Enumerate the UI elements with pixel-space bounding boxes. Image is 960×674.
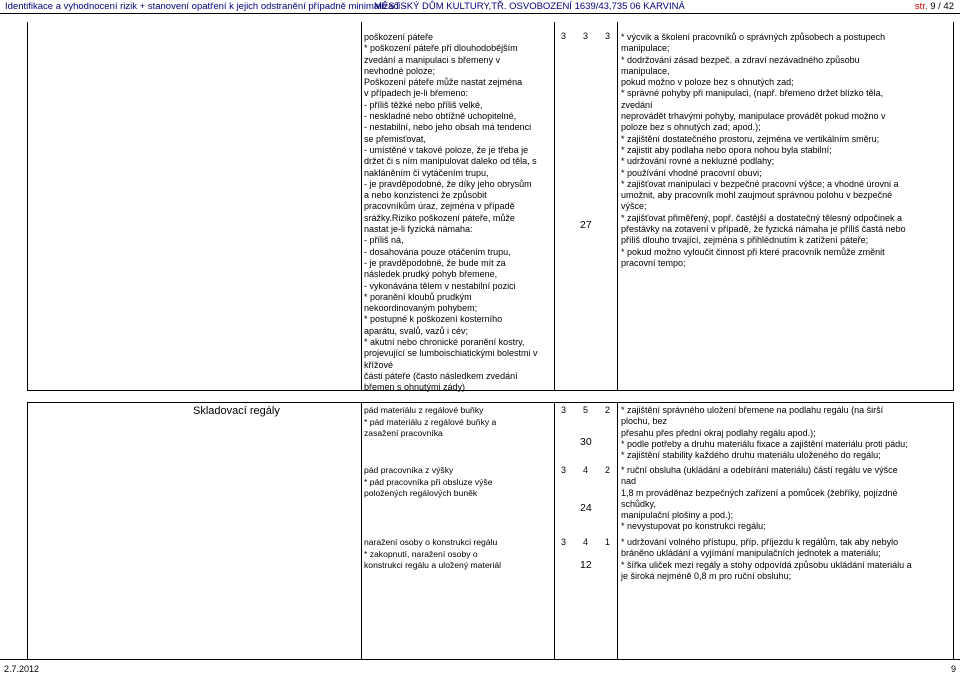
text-line: * zajišťovat manipulaci v bezpečné pracovní výšce; a vhodné úrovni a: [621, 178, 899, 189]
grid-line: [953, 22, 954, 390]
detection-score: 2: [605, 465, 611, 475]
grid-line: [361, 402, 362, 659]
text-line: zasažení pracovníka: [364, 428, 443, 438]
header-divider: [0, 13, 960, 14]
text-line: - umístěné v takové poloze, že je třeba je: [364, 144, 529, 155]
grid-line: [617, 402, 618, 659]
text-line: zvedání: [621, 99, 653, 110]
text-line: pracovní tempo;: [621, 257, 686, 268]
text-line: aparátu, svalů, vazů i cév;: [364, 325, 469, 336]
text-line: - je pravděpodobné, že bude mít za: [364, 257, 506, 268]
text-line: položených regálových buněk: [364, 488, 478, 498]
text-line: břemen s ohnutými zády): [364, 382, 466, 393]
text-line: - příliš těžké nebo příliš velké,: [364, 99, 483, 110]
text-line: neprovádět trhavými pohyby, manipulace provádět pokud možno v: [621, 111, 886, 122]
footer-divider: [0, 659, 960, 660]
text-line: * nevystupovat po konstrukci regálu;: [621, 521, 766, 532]
text-line: přesahu přes přední okraj podlahy regálu apod.);: [621, 427, 816, 438]
text-line: * akutní nebo chronické poranění kostry,: [364, 337, 525, 348]
text-line: pád materiálu z regálové buňky: [364, 405, 484, 415]
text-line: schůdky,: [621, 498, 656, 509]
measures-description: [621, 405, 908, 461]
text-line: manipulační plošiny a pod.);: [621, 510, 734, 521]
text-line: 1,8 m prováděnaz bezpečných zařízení a pomůcek (žebříky, pojízdné: [621, 487, 898, 498]
page-label: str.: [914, 1, 928, 12]
probability-score: 3: [561, 31, 567, 41]
measures-description: [621, 537, 912, 582]
detection-score: 2: [605, 405, 611, 415]
severity-score: 4: [583, 465, 589, 475]
severity-score: 3: [583, 31, 589, 41]
text-line: * používání vhodné pracovní obuvi;: [621, 167, 762, 178]
text-line: držet či s ním manipulovat daleko od těla, s: [364, 156, 537, 167]
text-line: projevující se lumboischiatickými bolestmi v: [364, 348, 538, 359]
text-line: a nebo konzistenci že způsobit: [364, 190, 487, 201]
text-line: * správné pohyby při manipulaci, (např. břemeno držet blízko těla,: [621, 88, 884, 99]
text-line: části páteře (často následkem zvedání: [364, 370, 518, 381]
text-line: - vykonávána tělem v nestabilní pozici: [364, 280, 516, 291]
grid-line: [361, 22, 362, 390]
risk-description: [364, 32, 538, 394]
footer-date: 2.7.2012: [4, 664, 40, 674]
text-line: nakláněním či vytáčením trupu,: [364, 167, 489, 178]
grid-line: [27, 22, 28, 390]
probability-score: 3: [561, 465, 567, 475]
text-line: naražení osoby o konstrukci regálu: [364, 537, 498, 547]
severity-score: 4: [583, 537, 589, 547]
text-line: výšce;: [621, 201, 647, 212]
text-line: následek prudký pohyb břemene,: [364, 269, 498, 280]
document-title: Identifikace a vyhodnocení rizik + stanovení opatření k jejich odstranění případně minimalizaci -: [5, 1, 407, 12]
text-line: pád pracovníka z výšky: [364, 465, 454, 475]
risk-description: [364, 405, 496, 440]
text-line: nevhodné poloze;: [364, 65, 436, 76]
text-line: zvedání a manipulaci s břemeny v: [364, 54, 501, 65]
text-line: * zakopnutí, naražení osoby o: [364, 548, 478, 559]
text-line: - nestabilní, nebo jeho obsah má tendenci: [364, 122, 532, 133]
page-header: [0, 0, 960, 14]
page-indicator: [915, 0, 954, 13]
text-line: * pokud možno vyloučit činnost při které pracovník nemůže změnit: [621, 246, 885, 257]
risk-total: 30: [580, 436, 592, 448]
page-value: 9 / 42: [930, 1, 954, 12]
text-line: * postupné k poškození kosterního: [364, 314, 503, 325]
text-line: * udržování volného přístupu, příp. příjezdu k regálům, tak aby nebylo: [621, 537, 899, 547]
organization-name: MĚSTSKÝ DŮM KULTURY,TŘ. OSVOBOZENÍ 1639/43,735 06 KARVINÁ: [374, 1, 685, 12]
risk-description: [364, 465, 493, 500]
severity-score: 5: [583, 405, 589, 415]
section-title: Skladovací regály: [193, 405, 280, 417]
probability-score: 3: [561, 537, 567, 547]
risk-total: 12: [580, 559, 592, 571]
text-line: * šířka uliček mezi regály a stohy odpovídá způsobu ukládání materiálu a: [621, 559, 912, 570]
text-line: plochu, bez: [621, 416, 668, 427]
detection-score: 3: [605, 31, 611, 41]
text-line: pracovníkům úraz, zejména v případě: [364, 201, 515, 212]
text-line: * poranění kloubů prudkým: [364, 291, 472, 302]
grid-line: [27, 402, 954, 403]
text-line: srážky.Riziko poškození páteře, může: [364, 212, 515, 223]
text-line: manipulace;: [621, 43, 670, 54]
text-line: nad: [621, 476, 637, 487]
risk-total: 27: [580, 219, 592, 231]
text-line: manipulace,: [621, 65, 670, 76]
text-line: poškození páteře: [364, 32, 434, 42]
text-line: v případech je-li břemeno:: [364, 88, 469, 99]
text-line: * výcvik a školení pracovníků o správných způsobech a postupech: [621, 32, 886, 42]
text-line: * zajištění dostatečného prostoru, zejména ve vertikálním směru;: [621, 133, 880, 144]
text-line: * zajišťovat přiměřený, popř. častější a dostatečný tělesný odpočinek a: [621, 212, 903, 223]
text-line: nekoordinovaným pohybem;: [364, 303, 478, 314]
text-line: * poškození páteře při dlouhodobějším: [364, 43, 518, 54]
text-line: nastat je-li fyzická námaha:: [364, 224, 473, 235]
text-line: bráněno ukládání a vyjímání manipulačních jednotek a materiálu;: [621, 548, 881, 559]
risk-description: [364, 537, 501, 572]
text-line: - dosahována pouze otáčením trupu,: [364, 246, 511, 257]
text-line: umožnit, aby pracovník mohl zaujmout správnou polohu v bezpečné: [621, 190, 893, 201]
grid-line: [554, 22, 555, 390]
risk-total: 24: [580, 502, 592, 514]
detection-score: 1: [605, 537, 611, 547]
text-line: - příliš ná,: [364, 235, 404, 246]
text-line: konstrukci regálu a uložený materiál: [364, 560, 502, 570]
text-line: * dodržování zásad bezpeč. a zdraví nezávadného způsobu: [621, 54, 860, 65]
grid-line: [617, 22, 618, 390]
text-line: je široká nejméně 0,8 m pro ruční obsluhu;: [621, 570, 792, 581]
probability-score: 3: [561, 405, 567, 415]
measures-description: [621, 465, 898, 533]
text-line: přestávky na zotavení v případě, že fyzická námaha je příliš častá nebo: [621, 224, 906, 235]
text-line: * zajistit aby podlaha nebo opora nohou byla stabilní;: [621, 144, 832, 155]
text-line: Poškození páteře může nastat zejména: [364, 77, 523, 88]
grid-line: [554, 402, 555, 659]
measures-description: [621, 32, 906, 269]
text-line: - je pravděpodobné, že díky jeho obrysům: [364, 178, 532, 189]
text-line: * udržování rovné a nekluzné podlahy;: [621, 156, 775, 167]
text-line: * ruční obsluha (ukládání a odebírání materiálu) částí regálu ve výšce: [621, 465, 898, 475]
grid-line: [27, 402, 28, 659]
text-line: křížové: [364, 359, 394, 370]
text-line: se přemisťovat,: [364, 133, 426, 144]
grid-line: [953, 402, 954, 659]
text-line: * zajištění správného uložení břemene na podlahu regálu (na širší: [621, 405, 884, 415]
text-line: - neskladné nebo obtížně uchopitelné,: [364, 111, 517, 122]
text-line: * podle potřeby a druhu materiálu fixace a zajištění materiálu proti pádu;: [621, 438, 908, 449]
text-line: pokud možno v poloze bez s ohnutých zad;: [621, 77, 794, 88]
text-line: poloze bez s ohnutých zad; apod.);: [621, 122, 761, 133]
text-line: * pád pracovníka při obsluze výše: [364, 476, 493, 487]
footer-page-number: 9: [950, 664, 956, 674]
text-line: * pád materiálu z regálové buňky a: [364, 416, 497, 427]
text-line: * zajištění stability každého druhu materiálu uloženého do regálu;: [621, 450, 881, 461]
text-line: příliš dlouho trvající, zejména s přihlédnutím k zatížení páteře;: [621, 235, 869, 246]
